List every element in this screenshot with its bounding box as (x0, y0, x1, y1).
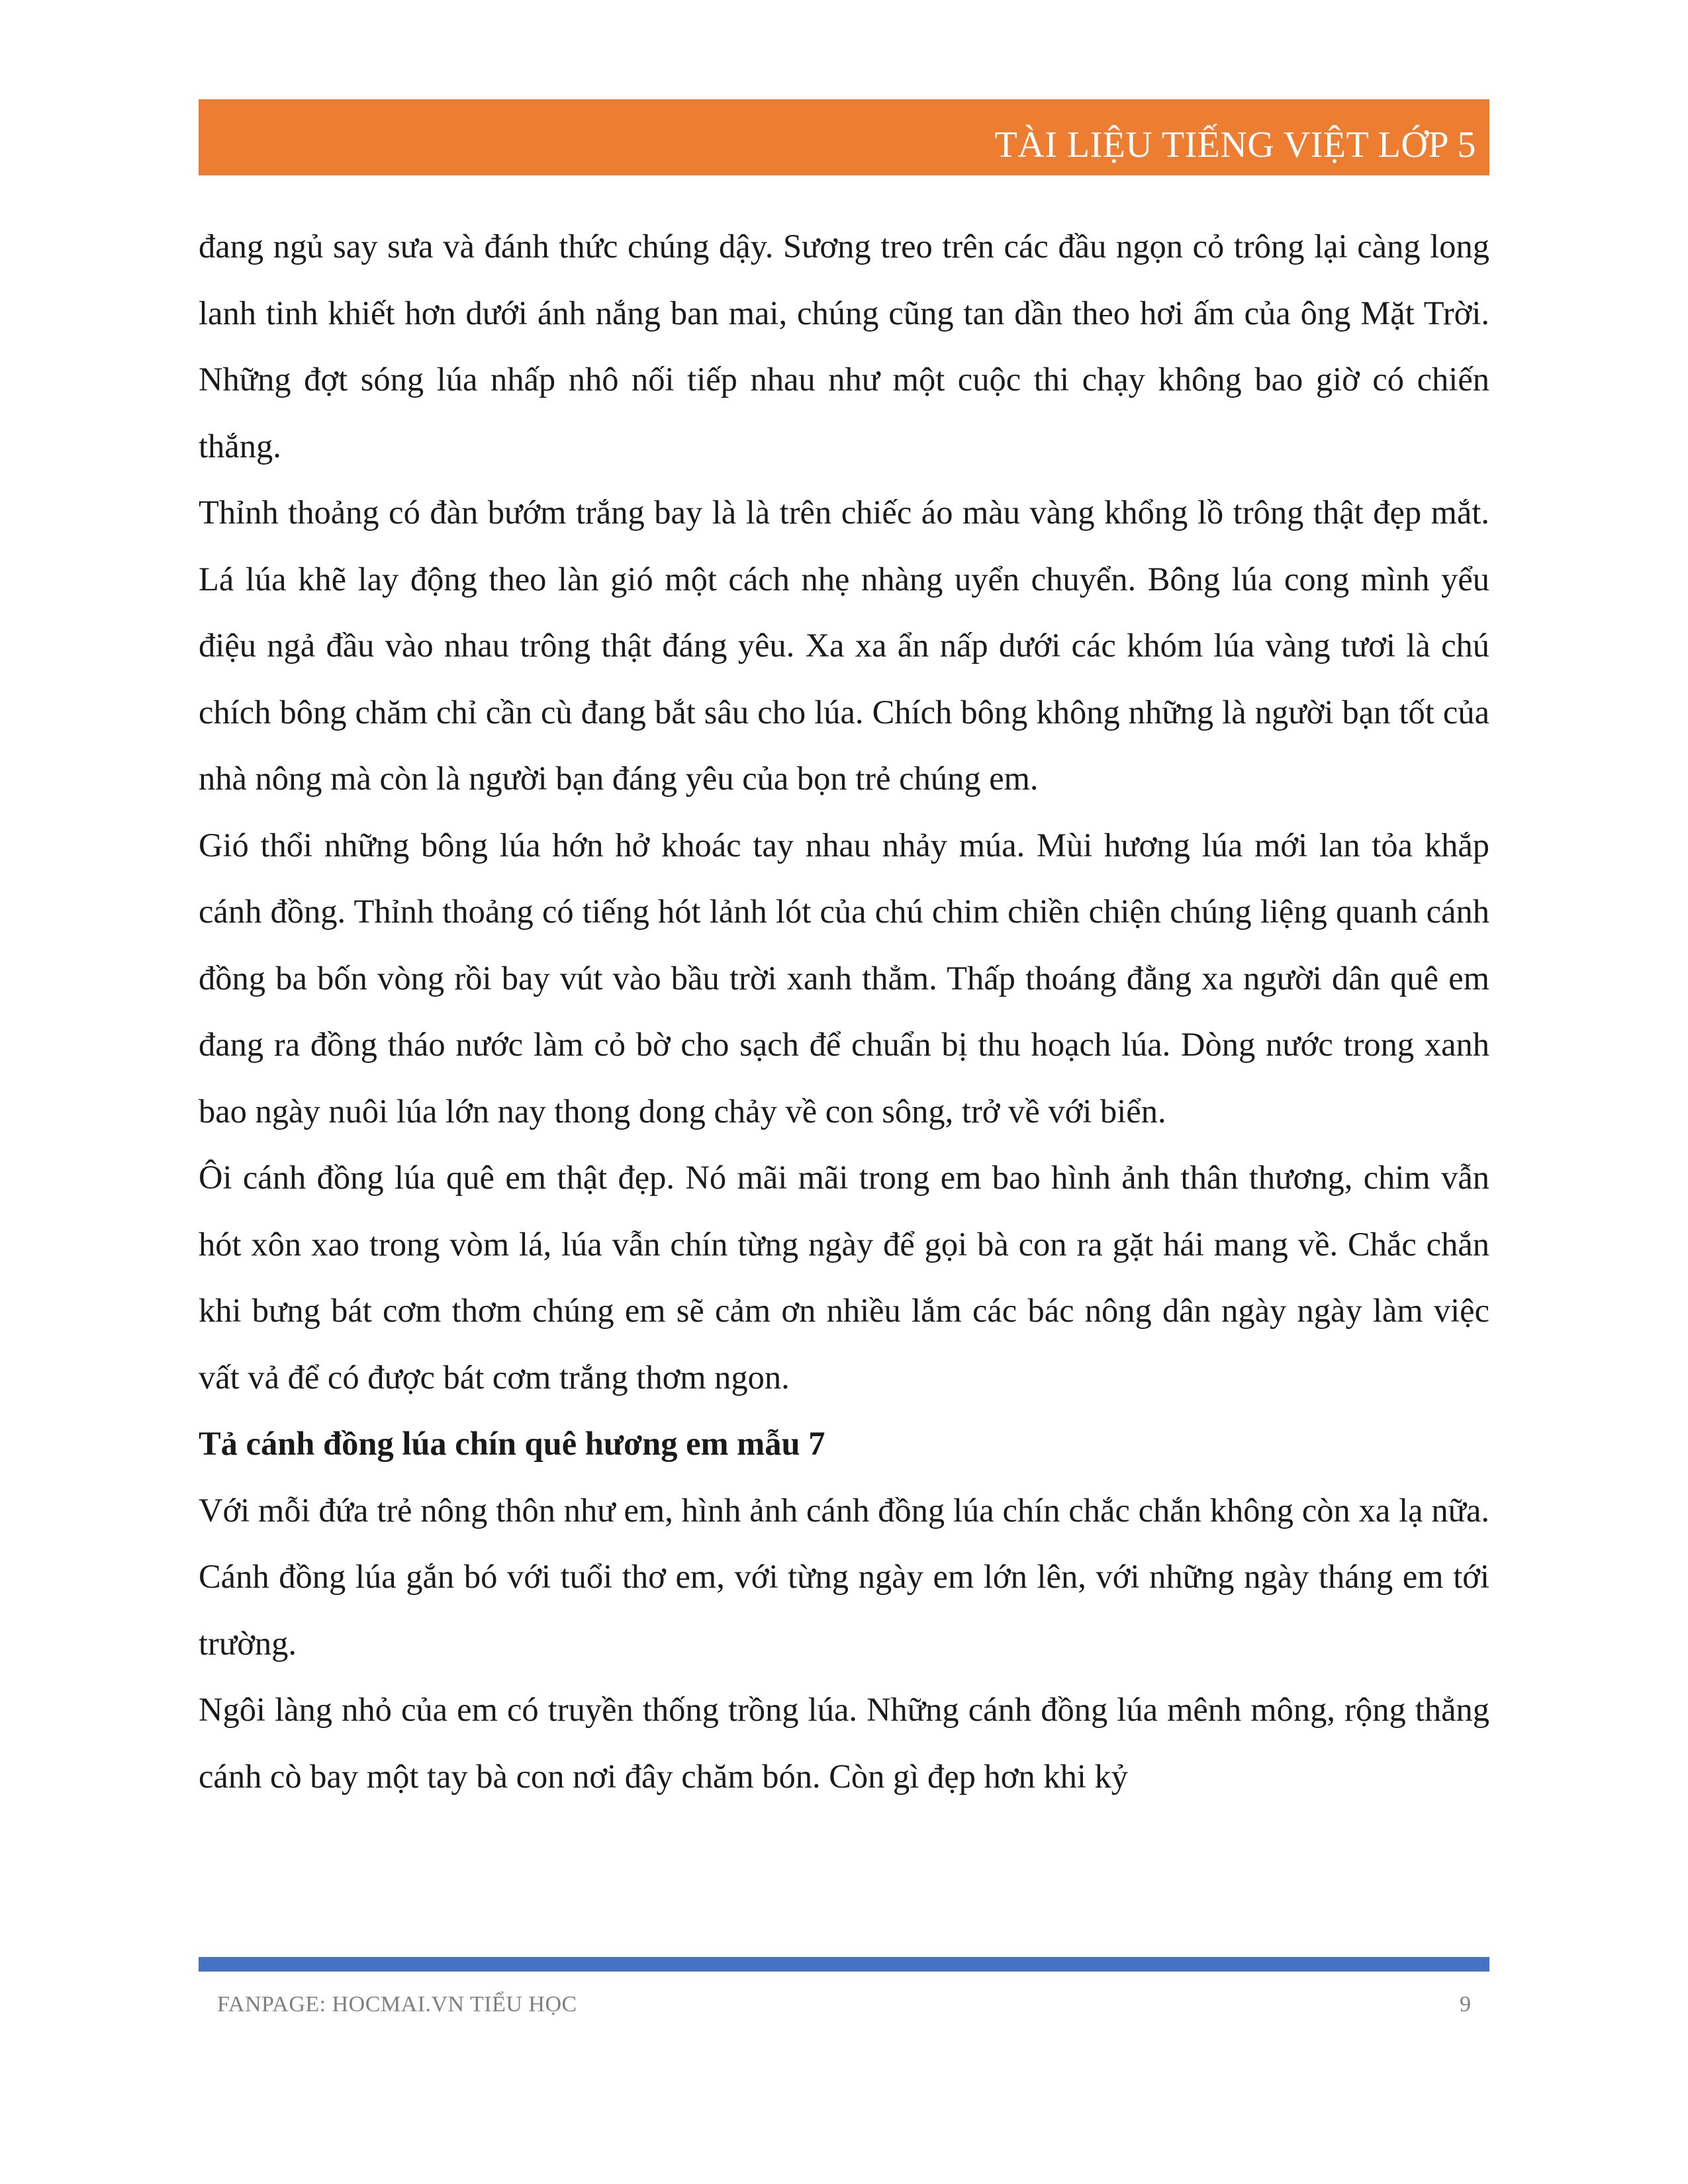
page-content (199, 213, 1489, 1809)
header-bar (199, 99, 1489, 175)
paragraph: đang ngủ say sưa và đánh thức chúng dậy. Sương treo trên các đầu ngọn cỏ trông lại càng long lanh tinh khiết hơn dưới ánh nắng ban mai, chúng cũng tan dần theo hơi ấm của ông Mặt Trời. Những đợt sóng lúa nhấp nhô nối tiếp nhau như một cuộc thi chạy không bao giờ có chiến thắng. (199, 228, 1489, 465)
paragraph: Gió thổi những bông lúa hớn hở khoác tay nhau nhảy múa. Mùi hương lúa mới lan tỏa khắp cánh đồng. Thỉnh thoảng có tiếng hót lảnh lót của chú chim chiền chiện chúng liệng quanh cánh đồng ba bốn vòng rồi bay vút vào bầu trời xanh thẳm. Thấp thoáng đằng xa người dân quê em đang ra đồng tháo nước làm cỏ bờ cho sạch để chuẩn bị thu hoạch lúa. Dòng nước trong xanh bao ngày nuôi lúa lớn nay thong dong chảy về con sông, trở về với biển. (199, 826, 1489, 1130)
paragraph: Ngôi làng nhỏ của em có truyền thống trồng lúa. Những cánh đồng lúa mênh mông, rộng thẳng cánh cò bay một tay bà con nơi đây chăm bón. Còn gì đẹp hơn khi kỷ (199, 1691, 1489, 1795)
footer-fanpage: FANPAGE: HOCMAI.VN TIỂU HỌC (217, 1992, 577, 2017)
footer-divider (199, 1957, 1489, 1972)
paragraph: Thỉnh thoảng có đàn bướm trắng bay là là trên chiếc áo màu vàng khổng lồ trông thật đẹp mắt. Lá lúa khẽ lay động theo làn gió một cách nhẹ nhàng uyển chuyển. Bông lúa cong mình yểu điệu ngả đầu vào nhau trông thật đáng yêu. Xa xa ẩn nấp dưới các khóm lúa vàng tươi là chú chích bông chăm chỉ cần cù đang bắt sâu cho lúa. Chích bông không những là người bạn tốt của nhà nông mà còn là người bạn đáng yêu của bọn trẻ chúng em. (199, 494, 1489, 797)
section-heading: Tả cánh đồng lúa chín quê hương em mẫu 7 (199, 1425, 825, 1462)
page-number: 9 (1460, 1992, 1471, 2017)
paragraph: Ôi cánh đồng lúa quê em thật đẹp. Nó mãi mãi trong em bao hình ảnh thân thương, chim vẫn hót xôn xao trong vòm lá, lúa vẫn chín từng ngày để gọi bà con ra gặt hái mang về. Chắc chắn khi bưng bát cơm thơm chúng em sẽ cảm ơn nhiều lắm các bác nông dân ngày ngày làm việc vất vả để có được bát cơm trắng thơm ngon. (199, 1159, 1489, 1396)
paragraph: Với mỗi đứa trẻ nông thôn như em, hình ảnh cánh đồng lúa chín chắc chắn không còn xa lạ nữa. Cánh đồng lúa gắn bó với tuổi thơ em, với từng ngày em lớn lên, với những ngày tháng em tới trường. (199, 1491, 1489, 1662)
header-title: TÀI LIỆU TIẾNG VIỆT LỚP 5 (994, 124, 1476, 165)
